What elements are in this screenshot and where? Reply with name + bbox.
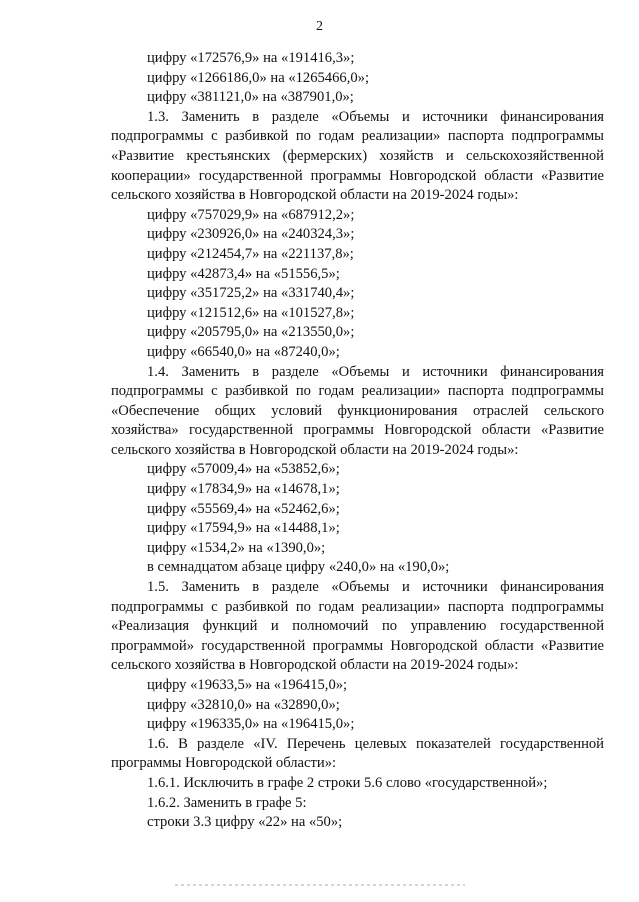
list-item: цифру «196335,0» на «196415,0»; xyxy=(147,716,355,733)
list-item: цифру «1534,2» на «1390,0»; xyxy=(147,539,326,556)
list-item: 1.6.2. Заменить в графе 5: xyxy=(147,794,307,811)
list-item: цифру «57009,4» на «53852,6»; xyxy=(147,461,340,478)
list-item: цифру «121512,6» на «101527,8»; xyxy=(147,304,355,321)
list-item: строки 3.3 цифру «22» на «50»; xyxy=(147,814,343,831)
scan-artifact-line xyxy=(175,884,465,886)
list-item: цифру «1266186,0» на «1265466,0»; xyxy=(147,69,369,86)
list-item: цифру «205795,0» на «213550,0»; xyxy=(147,324,355,341)
list-item: цифру «17834,9» на «14678,1»; xyxy=(147,481,340,498)
list-item: цифру «351725,2» на «331740,4»; xyxy=(147,285,355,302)
list-item: цифру «42873,4» на «51556,5»; xyxy=(147,265,340,282)
list-item: цифру «66540,0» на «87240,0»; xyxy=(147,343,340,360)
list-item: цифру «212454,7» на «221137,8»; xyxy=(147,245,354,262)
paragraph: 1.6. В разделе «IV. Перечень целевых показателей государственной программы Новгородской области»: xyxy=(111,735,604,772)
list-item: цифру «757029,9» на «687912,2»; xyxy=(147,206,355,223)
paragraph: 1.3. Заменить в разделе «Объемы и источники финансирования подпрограммы с разбивкой по годам реализации» паспорта подпрограммы «Развитие крестьянских (фермерских) хозяйств и сельскохозяйственной кооперации» государственной программы Новгородской области «Развитие сельского хозяйства в Новгородской области на 2019-2024 годы»: xyxy=(111,108,604,204)
list-item: цифру «230926,0» на «240324,3»; xyxy=(147,226,355,243)
list-item: в семнадцатом абзаце цифру «240,0» на «190,0»; xyxy=(147,559,450,576)
list-item: цифру «32810,0» на «32890,0»; xyxy=(147,696,340,713)
list-item: цифру «172576,9» на «191416,3»; xyxy=(147,50,355,66)
list-item: цифру «19633,5» на «196415,0»; xyxy=(147,677,348,693)
list-item: 1.6.1. Исключить в графе 2 строки 5.6 слово «государственной»; xyxy=(147,774,548,791)
paragraph: 1.5. Заменить в разделе «Объемы и источники финансирования подпрограммы с разбивкой по годам реализации» паспорта подпрограммы «Реализация функций и полномочий по управлению государственной программой» государственной программы Новгородской области «Развитие сельского хозяйства в Новгородской области на 2019-2024 годы»: xyxy=(111,579,604,674)
list-item: цифру «381121,0» на «387901,0»; xyxy=(147,89,354,106)
list-item: цифру «17594,9» на «14488,1»; xyxy=(147,520,340,537)
page-number: 2 xyxy=(316,19,323,34)
document-body xyxy=(111,49,604,833)
list-item: цифру «55569,4» на «52462,6»; xyxy=(147,500,340,517)
paragraph: 1.4. Заменить в разделе «Объемы и источники финансирования подпрограммы с разбивкой по годам реализации» паспорта подпрограммы «Обеспечение общих условий функционирования отраслей сельского хозяйства» государственной программы Новгородской области «Развитие сельского хозяйства в Новгородской области на 2019-2024 годы»: xyxy=(111,363,604,458)
